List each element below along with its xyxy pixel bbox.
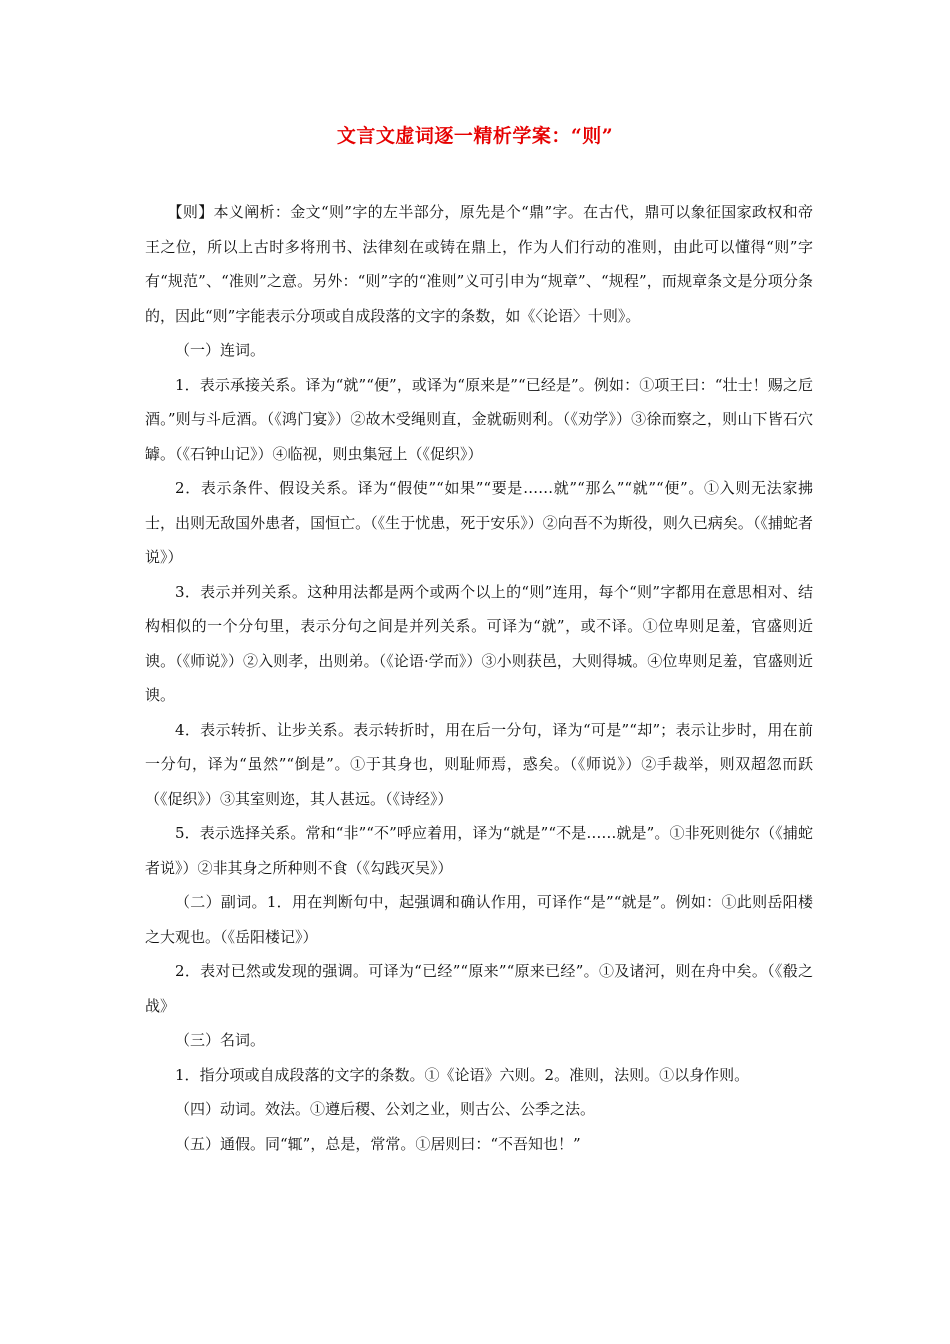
section-heading-conjunction: （一）连词。 (175, 341, 266, 359)
paragraph-loan-character: （五）通假。同“辄”，总是，常常。①居则曰：“不吾知也！” (175, 1134, 581, 1153)
document-body (145, 195, 813, 1161)
paragraph-conjunction-5: 5．表示选择关系。常和“非”“不”呼应着用，译为“就是”“不是……就是”。①非死则徙尔（《捕蛇者说》）②非其身之所种则不食（《勾践灭吴》） (145, 824, 813, 877)
paragraph-adverb-2: 2．表对已然或发现的强调。可译为“已经”“原来”“原来已经”。①及诸河，则在舟中矣。（《殽之战》 (145, 962, 813, 1015)
intro-paragraph: 【则】本义阐析：金文“则”字的左半部分，原先是个“鼎”字。在古代，鼎可以象征国家政权和帝王之位，所以上古时多将刑书、法律刻在或铸在鼎上，作为人们行动的准则，由此可以懂得“则”字有“规范”、“准则”之意。另外：“则”字的“准则”义可引申为“规章”、“规程”，而规章条文是分项分条的，因此“则”字能表示分项或自成段落的文字的条数，如《〈论语〉十则》。 (145, 203, 813, 325)
paragraph-noun-1: 1．指分项或自成段落的文字的条数。①《论语》六则。2。准则，法则。①以身作则。 (175, 1065, 750, 1084)
paragraph-conjunction-2: 2．表示条件、假设关系。译为“假使”“如果”“要是……就”“那么”“就”“便”。①入则无法家拂士，出则无敌国外患者，国恒亡。（《生于忧患，死于安乐》）②向吾不为斯役，则久已病矣。（《捕蛇者说》） (145, 479, 813, 566)
paragraph-conjunction-1: 1．表示承接关系。译为“就”“便”，或译为“原来是”“已经是”。例如：①项王曰：“壮士！赐之卮酒。”则与斗卮酒。（《鸿门宴》）②故木受绳则直，金就砺则利。（《劝学》）③徐而察之，则山下皆石穴罅。（《石钟山记》）④临视，则虫集冠上（《促织》） (145, 375, 813, 463)
section-heading-noun: （三）名词。 (175, 1031, 266, 1049)
paragraph-adverb-1: （二）副词。1．用在判断句中，起强调和确认作用，可译作“是”“就是”。例如：①此则岳阳楼之大观也。（《岳阳楼记》） (145, 893, 813, 946)
paragraph-conjunction-3: 3．表示并列关系。这种用法都是两个或两个以上的“则”连用，每个“则”字都用在意思相对、结构相似的一个分句里，表示分句之间是并列关系。可译为“就”，或不译。①位卑则足羞，官盛则近谀。（《师说》）②入则孝，出则弟。（《论语·学而》）③小则获邑，大则得城。④位卑则足羞，官盛则近谀。 (145, 582, 813, 704)
paragraph-conjunction-4: 4．表示转折、让步关系。表示转折时，用在后一分句，译为“可是”“却”；表示让步时，用在前一分句，译为“虽然”“倒是”。①于其身也，则耻师焉，惑矣。（《师说》）②手裁举，则双超忽而跃（《促织》）③其室则迩，其人甚远。（《诗经》） (145, 720, 813, 808)
paragraph-verb: （四）动词。效法。①遵后稷、公刘之业，则古公、公季之法。 (175, 1100, 596, 1118)
document-title: 文言文虚词逐一精析学案：“则” (336, 125, 614, 147)
